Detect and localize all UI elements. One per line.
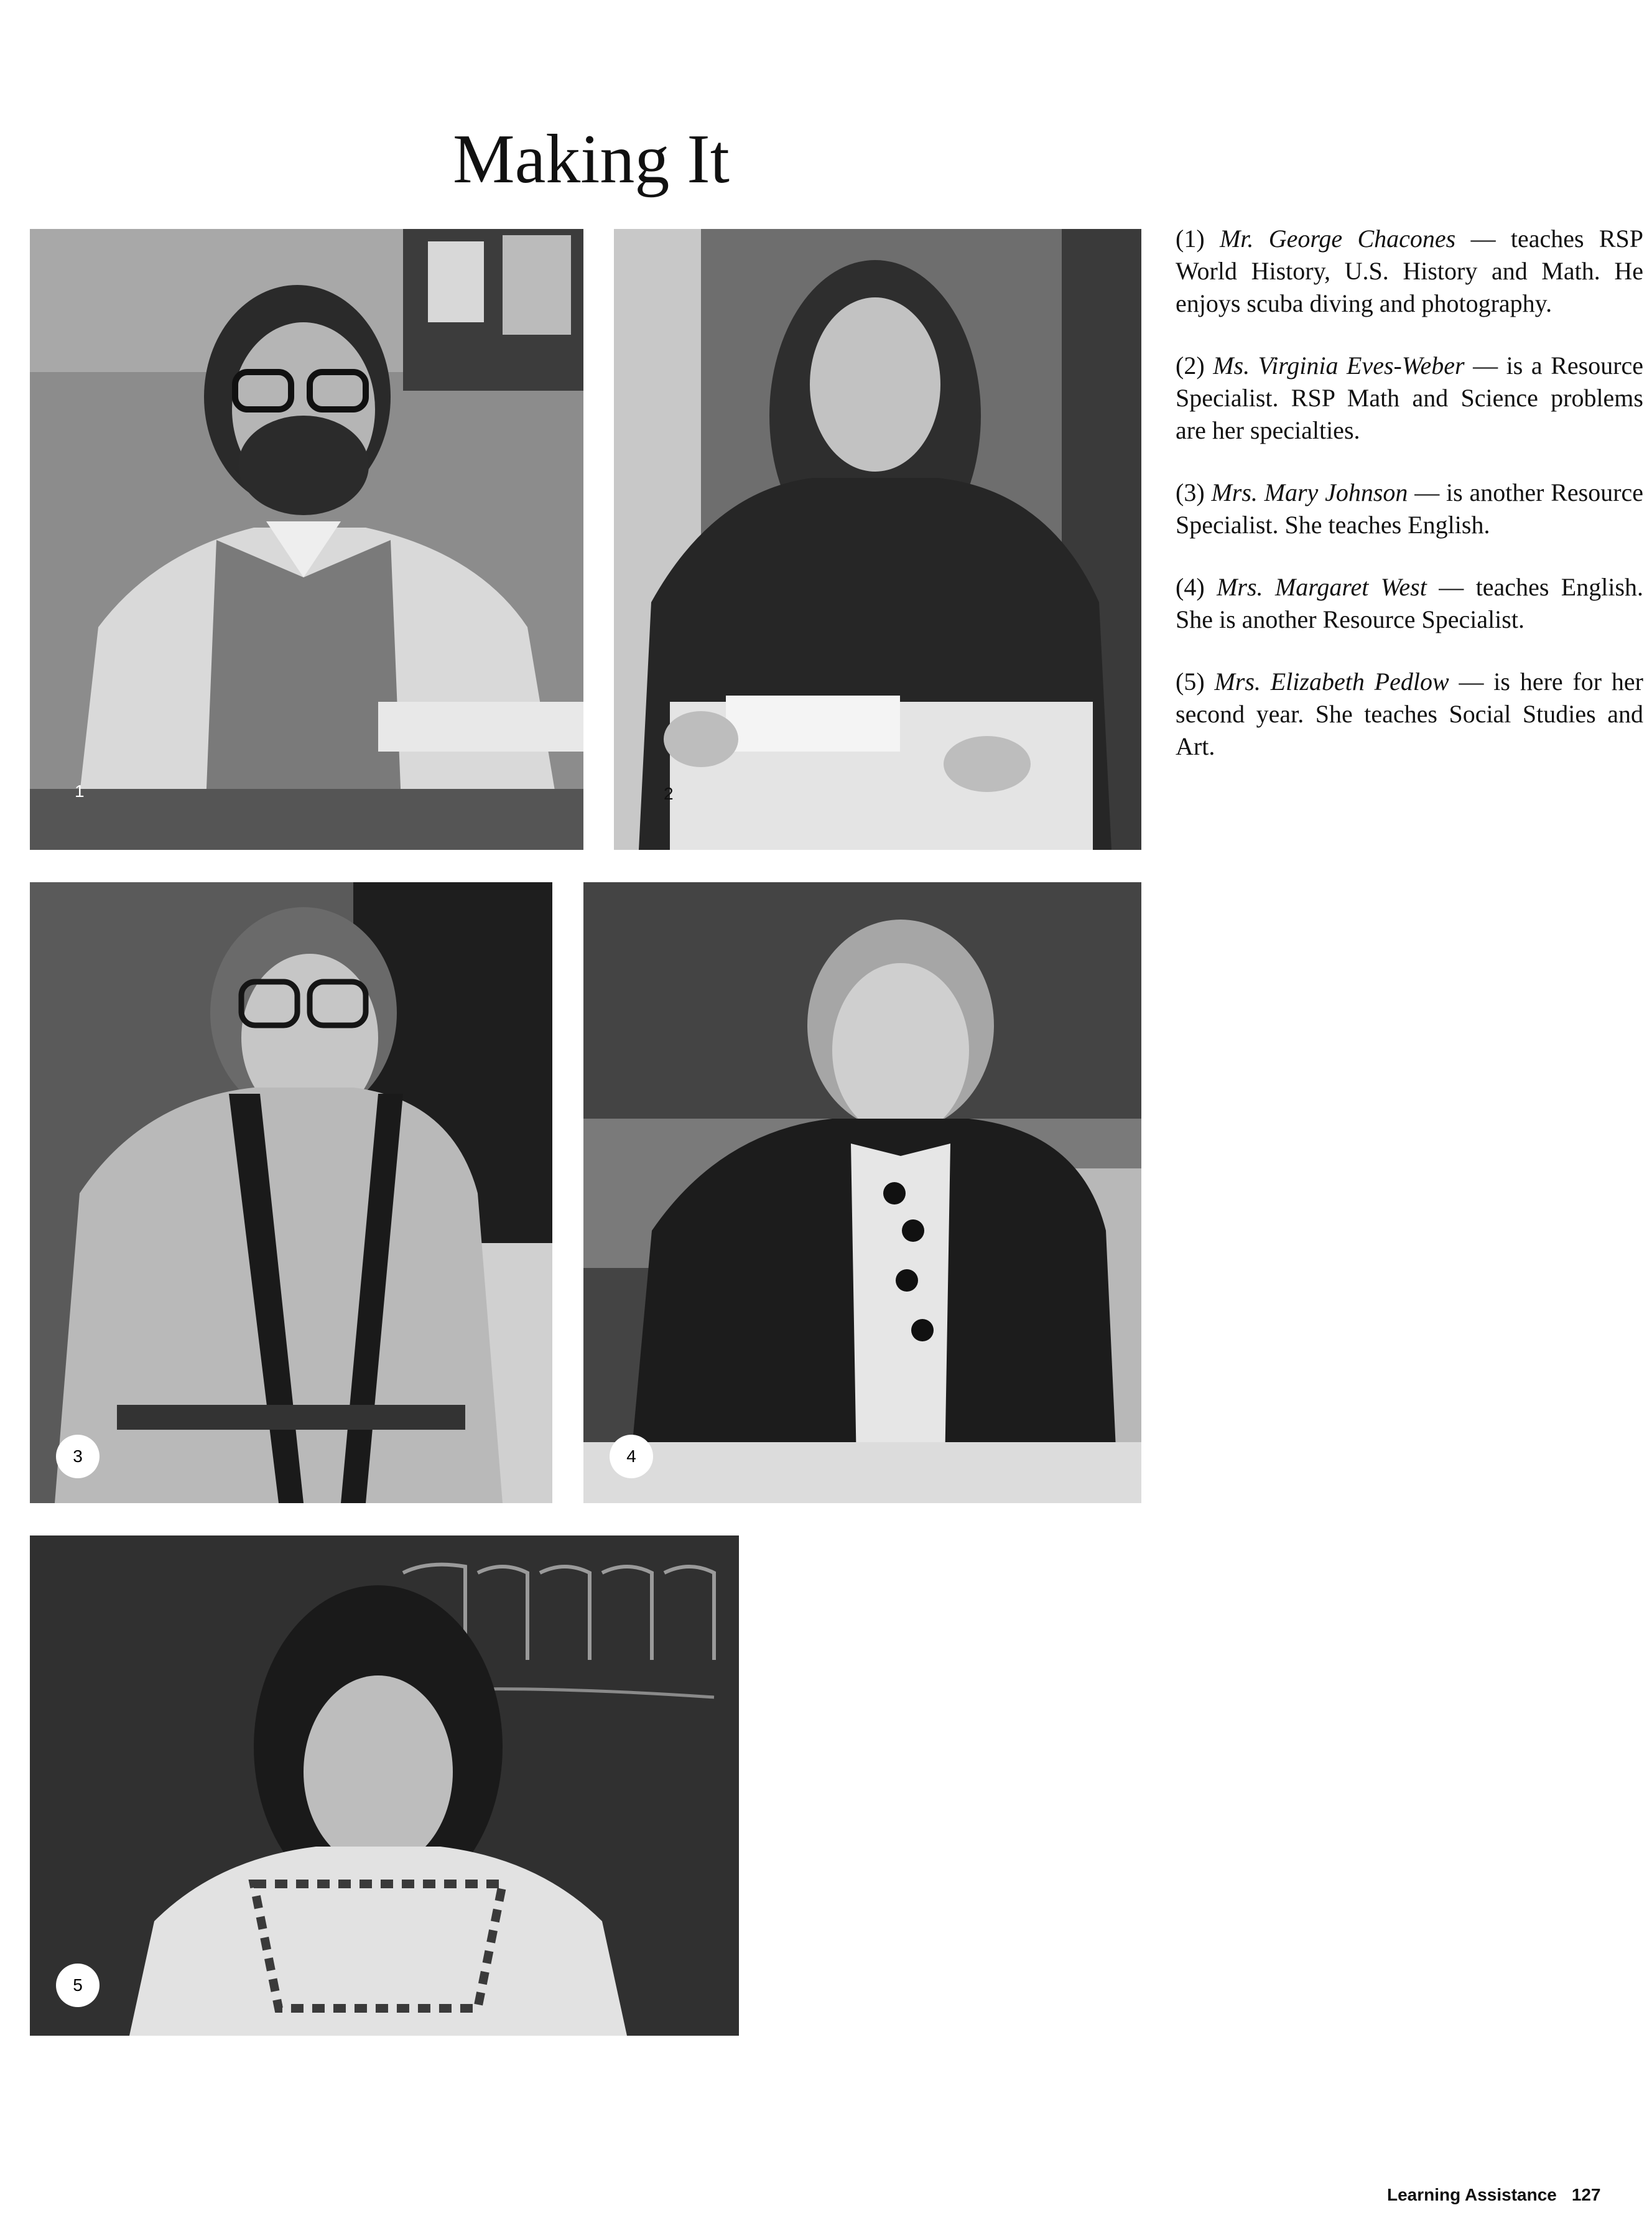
- caption-index: (3): [1176, 478, 1205, 506]
- photo-4: [583, 882, 1141, 1503]
- caption-item: [1176, 223, 1643, 320]
- caption-name: Mr. George Chacones: [1219, 225, 1456, 253]
- caption-name: Mrs. Mary Johnson: [1211, 478, 1408, 506]
- caption-text: — is a Resource Specialist. RSP Math and Science problems are her specialties.: [1176, 352, 1644, 444]
- caption-item: [1176, 350, 1643, 447]
- caption-text: — is here for her second year. She teaches Social Studies and Art.: [1176, 668, 1644, 760]
- caption-index: (2): [1176, 352, 1205, 380]
- caption-index: (5): [1176, 668, 1205, 696]
- page-footer: [1387, 2185, 1601, 2205]
- footer-section: Learning Assistance: [1387, 2185, 1557, 2204]
- caption-text: — teaches RSP World History, U.S. History and Math. He enjoys scuba diving and photography.: [1176, 225, 1644, 317]
- caption-list: [1176, 223, 1643, 793]
- caption-name: Mrs. Elizabeth Pedlow: [1214, 668, 1449, 696]
- photo-number: 5: [56, 1964, 100, 2007]
- page-number: 127: [1571, 2185, 1601, 2204]
- caption-index: (4): [1176, 573, 1205, 601]
- photo-number: 2: [664, 784, 674, 803]
- caption-item: [1176, 477, 1643, 541]
- photo-number: 1: [75, 781, 85, 801]
- caption-index: (1): [1176, 225, 1205, 253]
- photo-5: [30, 1535, 739, 2036]
- caption-name: Ms. Virginia Eves-Weber: [1213, 352, 1465, 380]
- photo-1: [30, 229, 583, 850]
- photo-3: [30, 882, 552, 1503]
- caption-text: — is another Resource Specialist. She teaches English.: [1176, 478, 1644, 539]
- page-title: Making It: [453, 121, 730, 198]
- caption-name: Mrs. Margaret West: [1217, 573, 1427, 601]
- photo-2: [614, 229, 1141, 850]
- photo-number: 3: [56, 1435, 100, 1478]
- photo-number: 4: [610, 1435, 653, 1478]
- caption-item: [1176, 666, 1643, 763]
- caption-item: [1176, 571, 1643, 636]
- caption-text: — teaches English. She is another Resource Specialist.: [1176, 573, 1644, 633]
